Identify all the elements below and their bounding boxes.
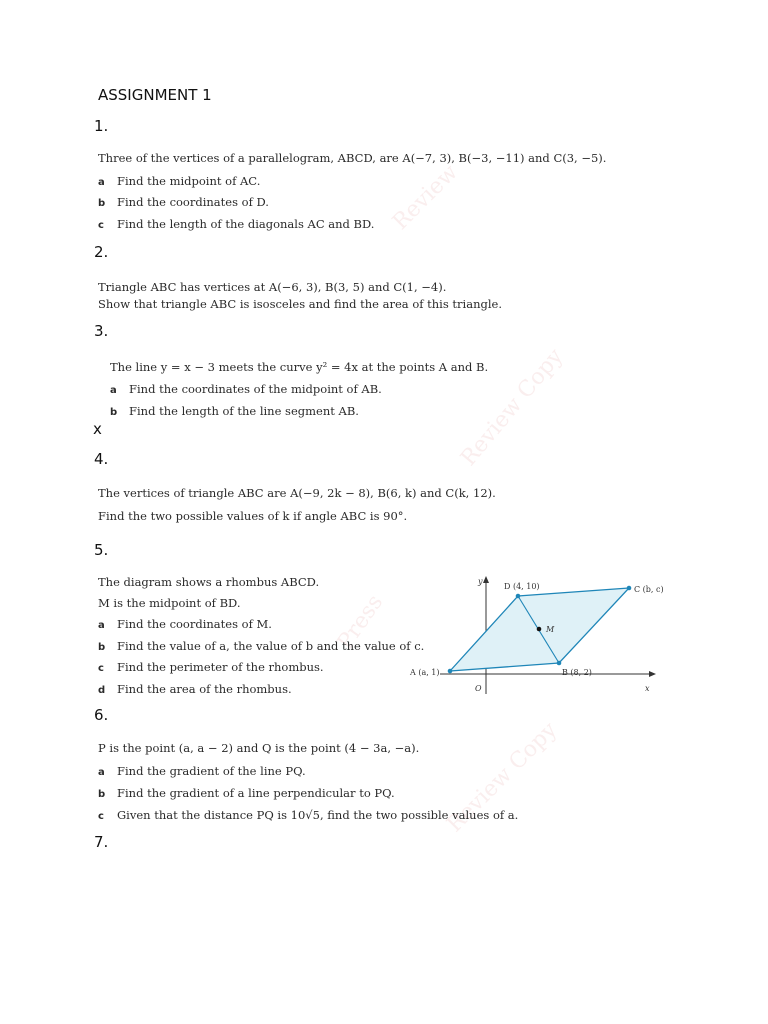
point-c-label: C (b, c) (634, 585, 664, 594)
part-text: Given that the distance PQ is 10√5, find the two possible values of a. (117, 808, 519, 822)
watermark: Review (388, 160, 463, 235)
question-part (110, 382, 382, 396)
point-b-label: B (8, 2) (562, 668, 592, 677)
question-intro: Triangle ABC has vertices at A(−6, 3), B(3, 5) and C(1, −4). (98, 280, 447, 294)
midpoint-m-dot (537, 627, 542, 632)
question-part (110, 404, 359, 418)
question-intro: Three of the vertices of a parallelogram, ABCD, are A(−7, 3), B(−3, −11) and C(3, −5). (98, 151, 607, 165)
question-number: 2. (94, 243, 109, 261)
y-axis-arrow (483, 576, 489, 583)
question-intro: Show that triangle ABC is isosceles and find the area of this triangle. (98, 297, 502, 311)
part-label: b (110, 407, 118, 418)
part-text: Find the coordinates of the midpoint of AB. (129, 382, 382, 396)
vertex-d-dot (516, 594, 521, 599)
question-intro: The line y = x − 3 meets the curve y² = 4x at the points A and B. (110, 360, 489, 374)
question-part (98, 764, 306, 778)
page-title: ASSIGNMENT 1 (98, 86, 212, 104)
question-intro: Find the two possible values of k if angle ABC is 90°. (98, 509, 408, 523)
y-axis-label: y (478, 577, 483, 586)
point-m-label: M (546, 625, 555, 634)
vertex-a-dot (448, 669, 453, 674)
part-label: b (98, 198, 106, 209)
point-d-label: D (4, 10) (504, 582, 540, 591)
part-label: c (98, 663, 104, 674)
part-label: a (110, 385, 117, 396)
question-number: 4. (94, 450, 109, 468)
part-label: a (98, 767, 105, 778)
question-part (98, 174, 260, 188)
x-axis-label: x (645, 684, 650, 693)
part-label: c (98, 811, 104, 822)
question-number: 3. (94, 322, 109, 340)
question-part (98, 639, 424, 653)
question-number: 6. (94, 706, 109, 724)
question-part (98, 808, 518, 822)
watermark: Review Copy (456, 344, 569, 471)
question-part (98, 617, 272, 631)
point-a-label: A (a, 1) (410, 668, 440, 677)
part-text: Find the length of the diagonals AC and BD. (117, 217, 375, 231)
question-intro: P is the point (a, a − 2) and Q is the point (4 − 3a, −a). (98, 741, 420, 755)
part-label: a (98, 620, 105, 631)
part-label: b (98, 789, 106, 800)
part-text: Find the area of the rhombus. (117, 682, 292, 696)
question-part (98, 660, 324, 674)
part-text: Find the midpoint of AC. (117, 174, 261, 188)
question-intro: The vertices of triangle ABC are A(−9, 2k − 8), B(6, k) and C(k, 12). (98, 486, 496, 500)
part-text: Find the value of a, the value of b and the value of c. (117, 639, 425, 653)
part-label: b (98, 642, 106, 653)
part-text: Find the coordinates of M. (117, 617, 272, 631)
watermark: Press (332, 590, 389, 655)
part-text: Find the gradient of the line PQ. (117, 764, 306, 778)
question-intro: M is the midpoint of BD. (98, 596, 241, 610)
vertex-c-dot (627, 586, 632, 591)
part-label: d (98, 685, 106, 696)
question-number: 7. (94, 833, 109, 851)
part-label: c (98, 220, 104, 231)
part-text: Find the perimeter of the rhombus. (117, 660, 324, 674)
question-part (98, 195, 269, 209)
part-text: Find the coordinates of D. (117, 195, 269, 209)
question-number: 5. (94, 541, 109, 559)
x-axis-arrow (649, 671, 656, 677)
question-part (98, 682, 292, 696)
question-number: 1. (94, 117, 109, 135)
rhombus-diagram (400, 572, 690, 702)
part-label: a (98, 177, 105, 188)
question-part (98, 217, 374, 231)
watermark: Review Copy (442, 717, 563, 838)
vertex-b-dot (557, 661, 562, 666)
stray-text: x (93, 420, 102, 438)
question-intro: The diagram shows a rhombus ABCD. (98, 575, 320, 589)
origin-label: O (475, 684, 482, 693)
part-text: Find the length of the line segment AB. (129, 404, 359, 418)
question-part (98, 786, 395, 800)
part-text: Find the gradient of a line perpendicular to PQ. (117, 786, 395, 800)
